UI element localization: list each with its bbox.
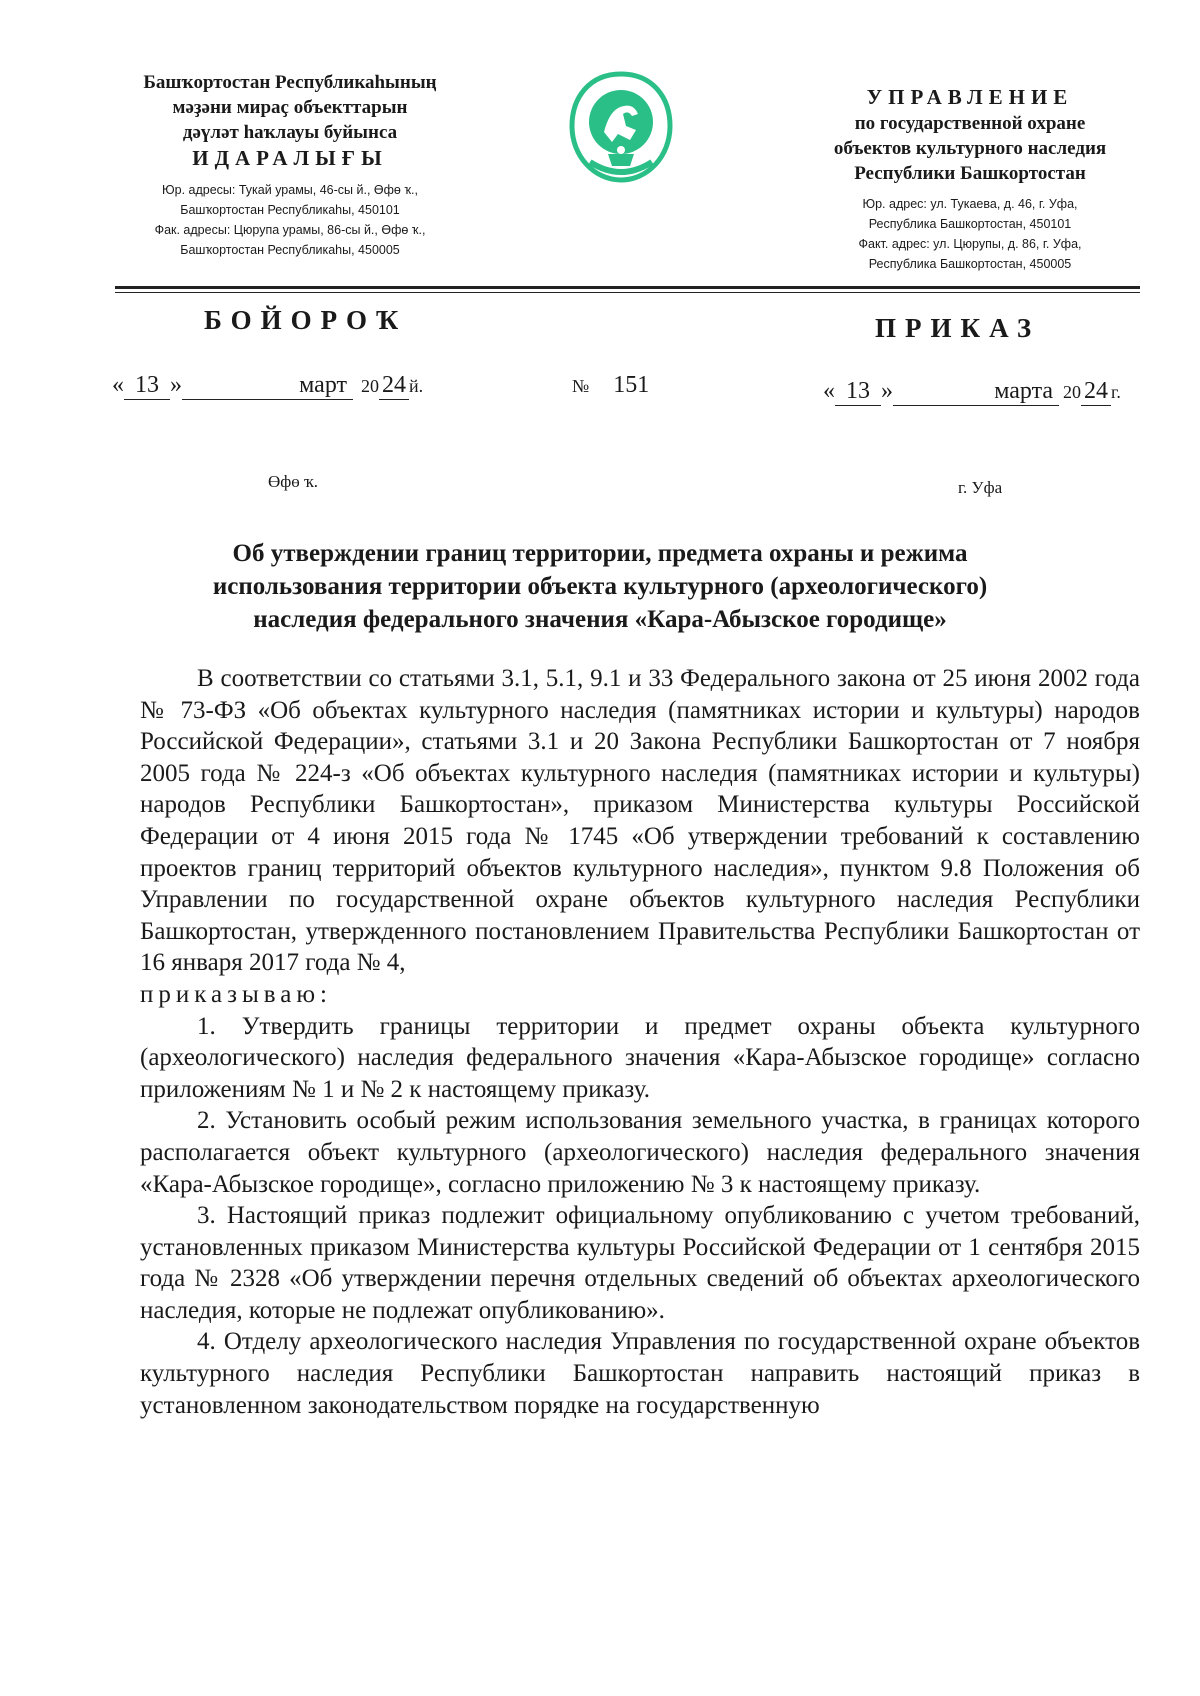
address-line: Республика Башкортостан, 450101 — [868, 217, 1072, 231]
doc-type-bashkir: БОЙОРОҠ — [204, 305, 408, 335]
org-name-russian-line: по государственной охране — [854, 113, 1086, 134]
header-divider — [115, 286, 1140, 289]
header-left — [110, 70, 470, 260]
org-name-bashkir-line: мәҙәни мираҫ объекттарын — [172, 97, 408, 118]
quote-close: » — [881, 378, 893, 404]
title-line: Об утверждении границ территории, предмета охраны и режима — [232, 540, 968, 567]
address-line: Фак. адресы: Цюрупа урамы, 86-сы й., Өфө ҡ., — [154, 223, 426, 237]
date-day: 13 — [835, 378, 881, 406]
org-name-bashkir-line: Башҡортостан Республикаһының — [143, 72, 437, 93]
org-name-bashkir-line: дәүләт һаҡлауы буйынса — [182, 122, 398, 143]
address-line: Факт. адрес: ул. Цюрупы, д. 86, г. Уфа, — [858, 237, 1082, 251]
number-sign: № — [572, 376, 590, 396]
doc-type-russian: ПРИКАЗ — [875, 313, 1041, 343]
title-line: наследия федерального значения «Кара-Абызское городище» — [253, 606, 947, 633]
address-line: Республика Башкортостан, 450005 — [868, 257, 1072, 271]
date-year-suffix: 24 — [1081, 378, 1111, 406]
date-day: 13 — [124, 372, 170, 400]
title-line: использования территории объекта культурного (археологического) — [212, 573, 988, 600]
date-year-prefix: 20 — [361, 376, 379, 396]
order-item: 4. Отделу археологического наследия Управления по государственной охране объектов культурного наследия Республики Башкортостан направить настоящий приказ в установленном законодательством порядке на государственную — [140, 1328, 1140, 1419]
city-bashkir: Өфө ҡ. — [268, 472, 319, 491]
address-russian — [780, 194, 1160, 274]
document-title — [150, 537, 1050, 636]
number-value: 151 — [613, 372, 650, 398]
address-line: Юр. адрес: ул. Тукаева, д. 46, г. Уфа, — [862, 197, 1078, 211]
header-divider-thin — [115, 292, 1140, 293]
date-right — [823, 378, 1121, 406]
date-unit: г. — [1111, 382, 1121, 402]
org-name-russian-line: Республики Башкортостан — [854, 163, 1086, 184]
preamble-paragraph: В соответствии со статьями 3.1, 5.1, 9.1 и 33 Федерального закона от 25 июня 2002 года № 73-ФЗ «Об объектах культурного наследия (памятниках истории и культуры) народов Российской Федерации», статьями 3.1 и 20 Закона Республики Башкортостан от 7 ноября 2005 года № 224-з «Об объектах культурного наследия (памятниках истории и культуры) народов Республики Башкортостан», приказом Министерства культуры Российской Федерации от 4 июня 2015 года № 1745 «Об утверждении требований к составлению проектов границ территорий объектов культурного наследия», пунктом 9.8 Положения об Управлении по государственной охране объектов культурного наследия Республики Башкортостан, утвержденного постановлением Правительства Республики Башкортостан от 16 января 2017 года № 4, — [140, 665, 1140, 977]
city-russian: г. Уфа — [958, 478, 1003, 497]
date-unit: й. — [409, 376, 424, 396]
order-item: 1. Утвердить границы территории и предмет охраны объекта культурного (археологического) наследия федерального значения «Кара-Абызское городище» согласно приложениям № 1 и № 2 к настоящему приказу. — [140, 1012, 1140, 1103]
date-left — [112, 372, 423, 400]
order-item: 2. Установить особый режим использования земельного участка, в границах которого располагается объект культурного (археологического) наследия федерального значения «Кара-Абызское городище», согласно приложению № 3 к настоящему приказу. — [140, 1107, 1140, 1198]
date-month: марта — [893, 378, 1059, 406]
address-line: Башҡортостан Республикаһы, 450005 — [180, 243, 400, 257]
org-name-russian-line: объектов культурного наследия — [833, 138, 1107, 159]
quote-open: « — [823, 378, 835, 404]
org-name-russian-word: УПРАВЛЕНИЕ — [866, 85, 1074, 109]
date-month: март — [182, 372, 353, 400]
coat-of-arms-icon — [568, 70, 674, 184]
quote-open: « — [112, 372, 124, 398]
order-word: приказываю: — [140, 980, 332, 1008]
address-line: Башҡортостан Республикаһы, 450101 — [180, 203, 400, 217]
quote-close: » — [170, 372, 182, 398]
date-year-suffix: 24 — [379, 372, 409, 400]
header-right — [780, 84, 1160, 274]
order-item: 3. Настоящий приказ подлежит официальному опубликованию с учетом требований, установленных приказом Министерства культуры Российской Федерации от 1 сентября 2015 года № 2328 «Об утверждении перечня отдельных сведений об объектах археологического наследия, которые не подлежат опубликованию». — [140, 1202, 1140, 1324]
order-number — [572, 372, 649, 399]
document-body — [140, 663, 1140, 1421]
address-line: Юр. адресы: Тукай урамы, 46-сы й., Өфө ҡ., — [162, 183, 418, 197]
org-name-bashkir-word: ИДАРАЛЫҒЫ — [192, 146, 388, 170]
address-bashkir — [110, 180, 470, 260]
date-year-prefix: 20 — [1063, 382, 1081, 402]
